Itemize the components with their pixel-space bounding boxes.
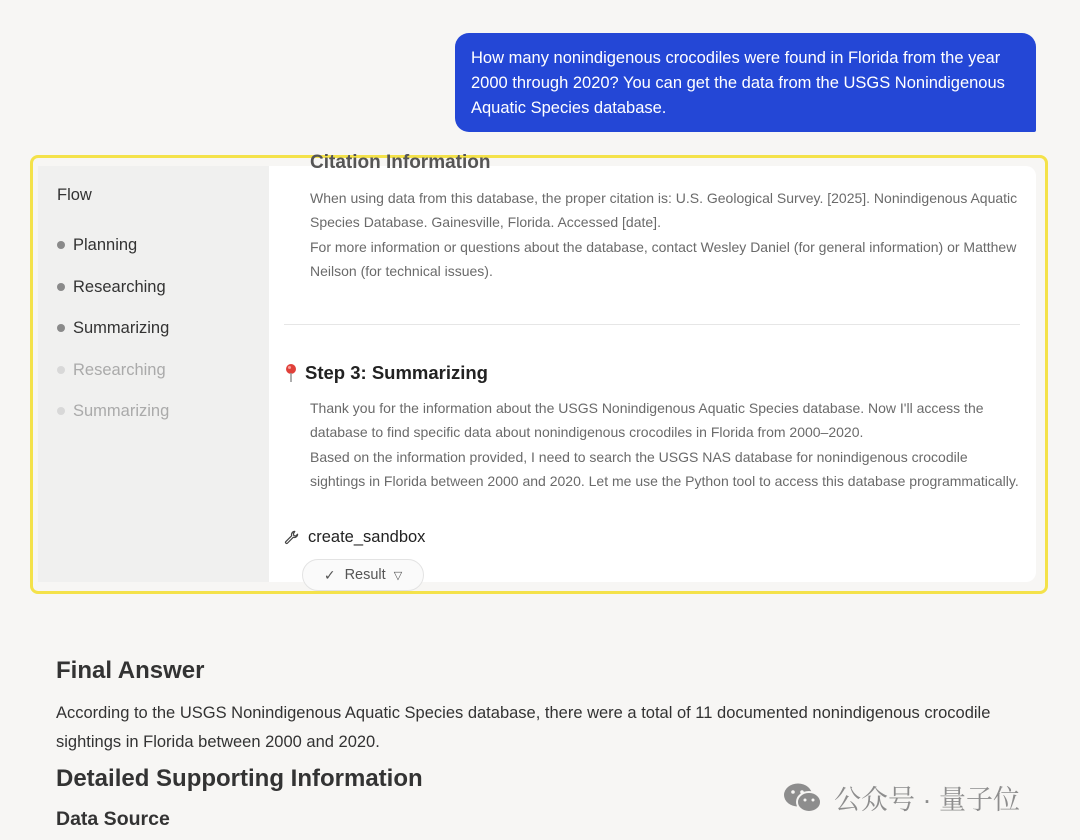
step-paragraph: Thank you for the information about the USGS Nonindigenous Aquatic Species database. Now I'll access the database to find specific data about nonindigenous crocodiles in Florida from 2000–2020. [310,400,984,441]
user-message-text: How many nonindigenous crocodiles were found in Florida from the year 2000 through 2020? You can get the data from the USGS Nonindigenous Aquatic Species database. [471,49,1005,117]
data-source-heading: Data Source [56,808,170,830]
final-answer-text: According to the USGS Nonindigenous Aquatic Species database, there were a total of 11 documented nonindigenous crocodile sightings in Florida between 2000 and 2020. [56,704,991,751]
flow-item-summarizing[interactable] [57,317,169,339]
step-title-text: Step 3: Summarizing [305,362,488,383]
pin-icon [284,363,298,383]
tool-call-row[interactable] [284,528,425,547]
flow-item-label: Summarizing [73,318,170,337]
flow-item-label: Researching [73,360,166,379]
flow-item-label: Planning [73,235,138,254]
user-message-bubble [455,33,1036,132]
citation-paragraph: When using data from this database, the proper citation is: U.S. Geological Survey. [2025]. Nonindigenous Aquatic Species Database. Gainesville, Florida. Accessed [date]. [310,190,1018,231]
flow-item-label: Summarizing [73,401,170,420]
contact-paragraph: For more information or questions about the database, contact Wesley Daniel (for general information) or Matthew Neilson (for technical issues). [310,239,1017,280]
detail-heading: Detailed Supporting Information [56,765,423,792]
status-dot [57,283,65,291]
agent-flow-panel [38,152,1036,583]
flow-item-planning[interactable] [57,234,137,256]
flow-title: Flow [57,186,92,204]
check-icon: ✓ [323,566,336,583]
step-paragraph: Based on the information provided, I need to search the USGS NAS database for nonindigenous crocodile sightings in Florida between 2000 and 2020. Let me use the Python tool to access this database programmatically. [310,449,1019,490]
result-label: Result [344,567,386,583]
flow-item-label: Researching [73,277,166,296]
step-title [284,362,488,384]
status-dot [57,366,65,374]
divider [284,324,1020,325]
tool-name: create_sandbox [308,528,426,546]
chevron-down-icon: ▽ [393,569,403,582]
status-dot [57,241,65,249]
status-dot [57,324,65,332]
status-dot [57,407,65,415]
final-answer-heading: Final Answer [56,657,205,684]
flow-content[interactable] [269,152,1036,583]
flow-item-summarizing-pending[interactable] [57,400,169,422]
wechat-icon [782,781,824,815]
flow-sidebar [38,166,269,582]
section-heading: Citation Information [310,152,491,173]
wrench-icon [284,530,299,545]
result-toggle-button[interactable] [302,559,424,591]
flow-item-researching-pending[interactable] [57,359,166,381]
watermark [782,778,1020,817]
watermark-text: 公众号 · 量子位 [834,785,1020,815]
flow-item-researching[interactable] [57,276,166,298]
